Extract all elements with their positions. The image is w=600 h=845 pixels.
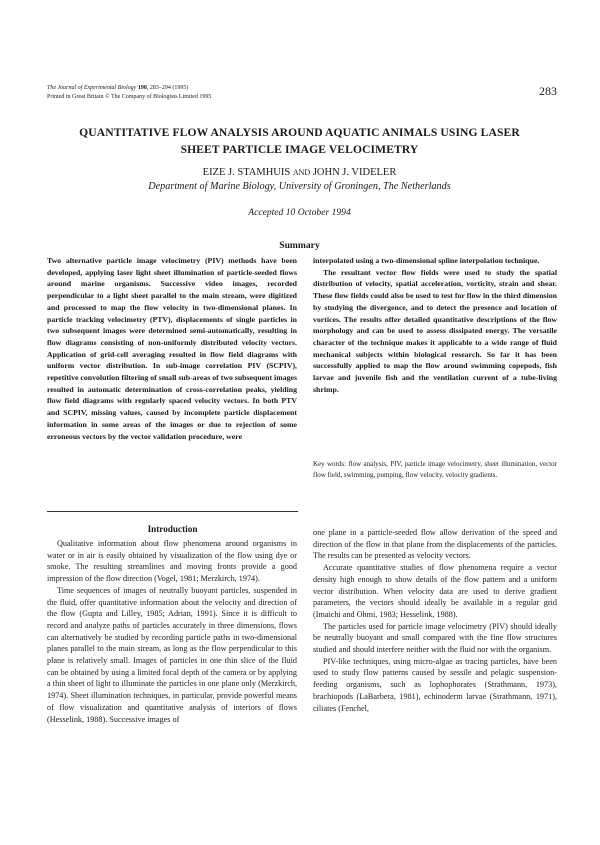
summary-right-column — [313, 255, 557, 395]
printed-notice: Printed in Great Britain © The Company of Biologists Limited 1995 — [47, 93, 212, 100]
journal-volume: 198 — [137, 85, 147, 91]
keywords: Key words: flow analysis, PIV, particle image velocimetry, sheet illumination, vector flow field, swimming, pumping, flow velocity, velocity gradients. — [313, 460, 557, 479]
journal-pages-year: , 283–294 (1995) — [146, 85, 189, 91]
affiliation: Department of Marine Biology, University of Groningen, The Netherlands — [148, 181, 451, 192]
journal-citation — [47, 84, 211, 101]
intro-paragraph: Qualitative information about flow phenomena around organisms in water or in air is easily obtained by visualization of the flow using dye or smoke. The resulting streamlines and moving fronts provide a good impression of the flow direction (Vogel, 1981; Merzkirch, 1974). — [47, 539, 297, 584]
intro-paragraph: Time sequences of images of neutrally buoyant particles, suspended in the fluid, offer quantitative information about the velocity and direction of the flow (Gupta and Lilley, 1985; Adrian, 1991). Since it is difficult to record and analyze paths of particles accurately in three dimensions, flows can alternatively be studied by recording particle paths in two-dimensional planes parallel to the main stream, as long as the flow perpendicular to this plane is relatively small. Images of particles in one thin slice of the fluid can be obtained by using a limited focal depth of the camera or by applying a thin sheet of light to illuminate the particles in one plane only (Merzkirch, 1974). Sheet illumination techniques, in particular, provide powerful means of flow visualization and quantitative analysis of interiors of flows (Hesselink, 1988). Successive images of — [47, 585, 297, 724]
introduction-left-column — [47, 538, 297, 725]
intro-paragraph: Accurate quantitative studies of flow phenomena require a vector density high enough to show details of the flow pattern and a uniform vector distribution. When velocity data are used to derive gradient parameters, the vectors should ideally be available in a regular grid (Imaichi and Ohmi, 1983; Hesselink, 1988). — [313, 563, 557, 619]
intro-paragraph: one plane in a particle-seeded flow allow derivation of the speed and direction of the flow in that plane from the displacements of the particles. The results can be presented as velocity vectors. — [313, 528, 557, 561]
intro-paragraph: PIV-like techniques, using micro-algae as tracing particles, have been used to study flow patterns caused by sessile and pelagic suspension-feeding organisms, such as lophophorates (Strathmann, 1973), brachiopods (LaBarbera, 1981), echinoderm larvae (Strathmann, 1971), ciliates (Fenchel, — [313, 656, 557, 713]
title-line-2: SHEET PARTICLE IMAGE VELOCIMETRY — [180, 143, 419, 156]
summary-paragraph-1: Two alternative particle image velocimetry (PIV) methods have been developed, applying laser light sheet illumination of particle-seeded flows around marine organisms. Successive video images, recorded perpendicular to a light sheet parallel to the main stream, were digitized and processed to map the flow velocity in two-dimensional planes. In particle tracking velocimetry (PTV), displacements of single particles in two subsequent images were determined semi-automatically, resulting in flow diagrams consisting of non-uniformly distributed velocity vectors. Application of grid-cell averaging resulted in flow field diagrams with uniform vector distribution. In sub-image correlation PIV (SCPIV), repetitive convolution filtering of small sub-areas of two subsequent images resulted in automatic determination of cross-correlation peaks, yielding flow field diagrams with regularly spaced velocity vectors. In both PTV and SCPIV, missing values, caused by incomplete particle displacement information in some areas of the images or due to rejection of some erroneous vectors by the vector validation procedure, were — [47, 256, 297, 441]
summary-paragraph-2: The resultant vector flow fields were used to study the spatial distribution of velocity, spatial acceleration, vorticity, strain and shear. These flow fields could also be used to test for flow in the third dimension by studying the divergence, and to detect the presence and location of vortices. The results offer detailed quantitative descriptions of the flow morphology and can be used to assess dissipated energy. The versatile character of the technique makes it applicable to a wide range of fluid mechanical subjects within biological research. So far it has been successfully applied to map the flow around swimming copepods, fish larvae and juvenile fish and the ventilation current of a tube-living shrimp. — [313, 267, 557, 394]
summary-paragraph-1-continued: interpolated using a two-dimensional spline interpolation technique. — [313, 256, 540, 265]
article-title — [47, 124, 552, 158]
authors — [47, 167, 552, 178]
accepted-date: Accepted 10 October 1994 — [248, 207, 351, 218]
introduction-right-column — [313, 527, 557, 714]
title-line-1: QUANTITATIVE FLOW ANALYSIS AROUND AQUATIC ANIMALS USING LASER — [79, 126, 520, 139]
author-conjunction: AND — [292, 168, 311, 177]
introduction-heading: Introduction — [147, 524, 198, 534]
summary-heading: Summary — [279, 240, 320, 251]
author-1: EIZE J. STAMHUIS — [202, 167, 291, 178]
page-number: 283 — [539, 84, 557, 98]
journal-name: The Journal of Experimental Biology — [47, 85, 137, 91]
summary-left-column — [47, 255, 297, 442]
intro-paragraph: The particles used for particle image velocimetry (PIV) should ideally be neutrally buoyant and small compared with the fine flow structures studied and should interfere neither with the fluid nor with the organism. — [313, 621, 557, 655]
section-divider — [47, 511, 298, 512]
author-2: JOHN J. VIDELER — [312, 167, 397, 178]
